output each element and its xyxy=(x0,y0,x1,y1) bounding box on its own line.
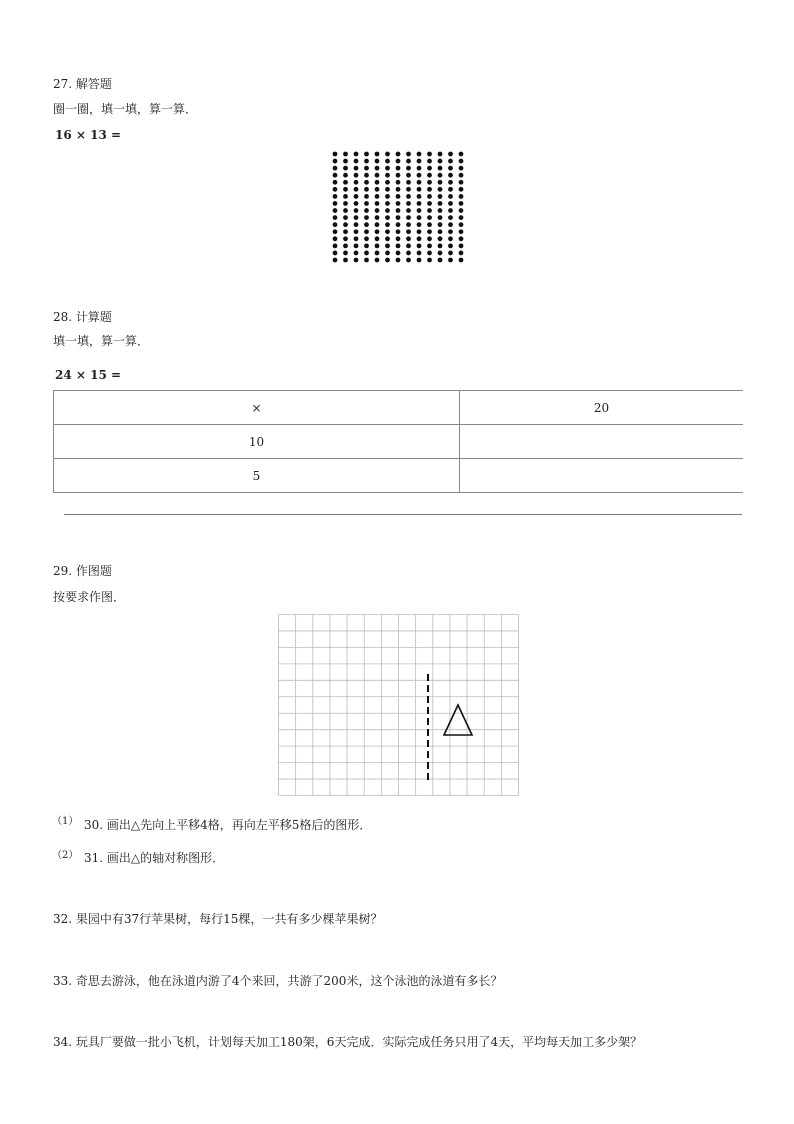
table-row xyxy=(54,425,744,459)
dot xyxy=(406,236,411,241)
dot xyxy=(448,173,453,178)
dot xyxy=(396,201,401,206)
dot xyxy=(448,180,453,185)
dot xyxy=(385,251,390,256)
dot xyxy=(427,173,432,178)
q28-heading: 28. 计算题 xyxy=(53,310,112,324)
dot xyxy=(406,258,411,263)
dot xyxy=(396,243,401,248)
dot xyxy=(448,251,453,256)
dot xyxy=(375,243,380,248)
dot xyxy=(364,222,369,227)
dot xyxy=(343,187,348,192)
dot xyxy=(448,258,453,263)
dot xyxy=(417,180,422,185)
dot xyxy=(333,236,338,241)
table-cell-operator: × xyxy=(54,391,460,425)
dot xyxy=(354,236,359,241)
dot xyxy=(375,215,380,220)
dot xyxy=(406,152,411,157)
dot xyxy=(459,251,464,256)
dot xyxy=(375,222,380,227)
dot xyxy=(417,258,422,263)
table-row xyxy=(54,459,744,493)
dot xyxy=(364,159,369,164)
dot xyxy=(448,194,453,199)
dot xyxy=(333,187,338,192)
dot xyxy=(343,258,348,263)
dot xyxy=(427,215,432,220)
dot xyxy=(385,215,390,220)
dot xyxy=(364,229,369,234)
dot xyxy=(343,152,348,157)
dot xyxy=(375,187,380,192)
dot xyxy=(375,166,380,171)
dot xyxy=(333,208,338,213)
dot xyxy=(364,215,369,220)
dot xyxy=(417,187,422,192)
dot xyxy=(396,208,401,213)
dot xyxy=(385,159,390,164)
dot xyxy=(459,180,464,185)
dot xyxy=(375,229,380,234)
dot xyxy=(396,229,401,234)
dot xyxy=(385,187,390,192)
dot xyxy=(343,215,348,220)
sub2-number: （2） xyxy=(52,850,79,861)
dot xyxy=(448,236,453,241)
dot xyxy=(333,194,338,199)
dot xyxy=(417,229,422,234)
dot xyxy=(427,222,432,227)
dot xyxy=(354,251,359,256)
dot xyxy=(438,258,443,263)
dot xyxy=(364,243,369,248)
dot xyxy=(459,159,464,164)
dot xyxy=(343,194,348,199)
dot xyxy=(385,173,390,178)
dot xyxy=(448,166,453,171)
dot xyxy=(406,159,411,164)
dot xyxy=(459,236,464,241)
dot xyxy=(438,166,443,171)
dot xyxy=(354,208,359,213)
dot xyxy=(375,236,380,241)
dot xyxy=(354,159,359,164)
q29-heading: 29. 作图题 xyxy=(53,564,112,578)
dot xyxy=(385,229,390,234)
dot xyxy=(417,251,422,256)
dot xyxy=(354,215,359,220)
q27-instruction: 圈一圈，填一填，算一算． xyxy=(53,102,198,116)
dot xyxy=(343,159,348,164)
dot xyxy=(417,208,422,213)
dot xyxy=(343,201,348,206)
divider xyxy=(64,514,742,515)
grid-lines xyxy=(279,615,519,796)
dot xyxy=(459,173,464,178)
table-cell-answer[interactable] xyxy=(460,425,744,459)
dot xyxy=(417,166,422,171)
dot xyxy=(459,215,464,220)
dot xyxy=(427,236,432,241)
dot xyxy=(459,243,464,248)
dot xyxy=(364,166,369,171)
multiplication-table xyxy=(53,390,743,493)
dot xyxy=(438,159,443,164)
dot xyxy=(427,180,432,185)
dot xyxy=(406,222,411,227)
dot xyxy=(459,201,464,206)
dot xyxy=(406,173,411,178)
table-cell-factor: 10 xyxy=(54,425,460,459)
dot xyxy=(343,166,348,171)
dot-array xyxy=(332,151,464,263)
dot xyxy=(375,159,380,164)
dot xyxy=(396,173,401,178)
dot xyxy=(364,180,369,185)
dot xyxy=(343,243,348,248)
dot xyxy=(354,222,359,227)
dot xyxy=(406,243,411,248)
dot xyxy=(396,194,401,199)
dot xyxy=(417,194,422,199)
dot xyxy=(459,194,464,199)
dot xyxy=(438,187,443,192)
dot xyxy=(427,187,432,192)
dot xyxy=(459,222,464,227)
dot xyxy=(354,180,359,185)
dot xyxy=(375,180,380,185)
dot xyxy=(364,251,369,256)
dot xyxy=(333,166,338,171)
dot xyxy=(385,236,390,241)
dot xyxy=(448,222,453,227)
dot xyxy=(417,222,422,227)
dot xyxy=(448,159,453,164)
dot xyxy=(417,243,422,248)
dot xyxy=(406,180,411,185)
dot xyxy=(375,258,380,263)
dot xyxy=(343,222,348,227)
dot xyxy=(364,152,369,157)
dot xyxy=(396,236,401,241)
dot xyxy=(406,187,411,192)
dot xyxy=(385,194,390,199)
sub1-number: （1） xyxy=(52,816,79,827)
dot xyxy=(385,243,390,248)
dot xyxy=(364,173,369,178)
dot xyxy=(427,201,432,206)
table-cell-factor: 5 xyxy=(54,459,460,493)
dot xyxy=(396,187,401,192)
dot xyxy=(396,258,401,263)
dot xyxy=(385,180,390,185)
dot xyxy=(343,208,348,213)
dot xyxy=(343,173,348,178)
dot xyxy=(364,258,369,263)
dot xyxy=(406,215,411,220)
sub1-text: 30. 画出△先向上平移4格，再向左平移5格后的图形． xyxy=(84,818,372,832)
dot xyxy=(385,152,390,157)
dot xyxy=(375,251,380,256)
dot xyxy=(427,208,432,213)
dot xyxy=(354,229,359,234)
dot xyxy=(354,173,359,178)
dot xyxy=(385,222,390,227)
q34-text: 34. 玩具厂要做一批小飞机，计划每天加工180架，6天完成．实际完成任务只用了4天，平均每天加工多少架？ xyxy=(53,1035,643,1049)
dot xyxy=(438,208,443,213)
table-cell-answer[interactable] xyxy=(460,459,744,493)
dot xyxy=(396,152,401,157)
dot xyxy=(343,251,348,256)
dot xyxy=(333,152,338,157)
dot xyxy=(333,251,338,256)
dot xyxy=(459,152,464,157)
dot xyxy=(364,201,369,206)
dot xyxy=(459,208,464,213)
dot xyxy=(427,229,432,234)
dot xyxy=(375,201,380,206)
dot xyxy=(438,236,443,241)
dot xyxy=(448,215,453,220)
dot xyxy=(448,243,453,248)
dot xyxy=(364,187,369,192)
q28-instruction: 填一填，算一算． xyxy=(53,334,150,348)
dot xyxy=(427,258,432,263)
dot xyxy=(396,180,401,185)
dot xyxy=(448,201,453,206)
dot xyxy=(385,208,390,213)
table-row xyxy=(54,391,744,425)
dot xyxy=(438,222,443,227)
dot xyxy=(396,215,401,220)
dot xyxy=(354,243,359,248)
dot xyxy=(396,159,401,164)
dot xyxy=(448,229,453,234)
dot xyxy=(438,152,443,157)
drawing-grid xyxy=(278,614,519,796)
dot xyxy=(385,258,390,263)
dot xyxy=(333,201,338,206)
table-cell-header: 20 xyxy=(460,391,744,425)
dot xyxy=(354,187,359,192)
dot xyxy=(385,166,390,171)
dot xyxy=(438,173,443,178)
dot xyxy=(406,229,411,234)
dot xyxy=(364,194,369,199)
dot xyxy=(406,208,411,213)
dot xyxy=(417,173,422,178)
dot xyxy=(406,194,411,199)
dot xyxy=(417,215,422,220)
dot xyxy=(333,229,338,234)
q33-text: 33. 奇思去游泳，他在泳道内游了4个来回，共游了200米，这个泳池的泳道有多长？ xyxy=(53,974,503,988)
dot xyxy=(438,215,443,220)
q32-text: 32. 果园中有37行苹果树，每行15棵，一共有多少棵苹果树？ xyxy=(53,912,383,926)
dot xyxy=(354,152,359,157)
dot xyxy=(354,201,359,206)
dot xyxy=(333,173,338,178)
dot xyxy=(333,215,338,220)
dot xyxy=(427,194,432,199)
dot xyxy=(438,180,443,185)
dot xyxy=(396,166,401,171)
dot xyxy=(396,222,401,227)
dot xyxy=(333,258,338,263)
dot xyxy=(343,229,348,234)
dot xyxy=(427,152,432,157)
dot xyxy=(354,258,359,263)
dot xyxy=(427,251,432,256)
q29-instruction: 按要求作图． xyxy=(53,590,126,604)
dot xyxy=(427,243,432,248)
dot xyxy=(406,201,411,206)
dot xyxy=(333,159,338,164)
dot xyxy=(354,194,359,199)
dot xyxy=(438,201,443,206)
sub2-text: 31. 画出△的轴对称图形． xyxy=(84,851,225,865)
triangle-shape xyxy=(444,705,472,735)
dot xyxy=(417,236,422,241)
dot xyxy=(438,251,443,256)
dot xyxy=(417,201,422,206)
dot xyxy=(364,236,369,241)
q27-heading: 27. 解答题 xyxy=(53,77,112,91)
dot xyxy=(354,166,359,171)
dot xyxy=(375,208,380,213)
dot xyxy=(375,152,380,157)
q28-expression: 24 × 15 = xyxy=(55,368,122,382)
dot xyxy=(427,159,432,164)
dot xyxy=(364,208,369,213)
dot xyxy=(427,166,432,171)
dot xyxy=(459,187,464,192)
dot xyxy=(459,258,464,263)
dot xyxy=(438,194,443,199)
dot xyxy=(333,243,338,248)
dot xyxy=(417,152,422,157)
dot xyxy=(438,229,443,234)
dot xyxy=(406,166,411,171)
dot xyxy=(333,180,338,185)
dot xyxy=(448,208,453,213)
dot xyxy=(375,194,380,199)
dot xyxy=(417,159,422,164)
dot xyxy=(343,180,348,185)
dot xyxy=(459,166,464,171)
dot xyxy=(406,251,411,256)
dot xyxy=(343,236,348,241)
dot xyxy=(375,173,380,178)
dot xyxy=(448,187,453,192)
q27-expression: 16 × 13 = xyxy=(55,128,122,142)
dot xyxy=(385,201,390,206)
dot xyxy=(396,251,401,256)
dot xyxy=(438,243,443,248)
dot xyxy=(333,222,338,227)
dot xyxy=(448,152,453,157)
dot xyxy=(459,229,464,234)
